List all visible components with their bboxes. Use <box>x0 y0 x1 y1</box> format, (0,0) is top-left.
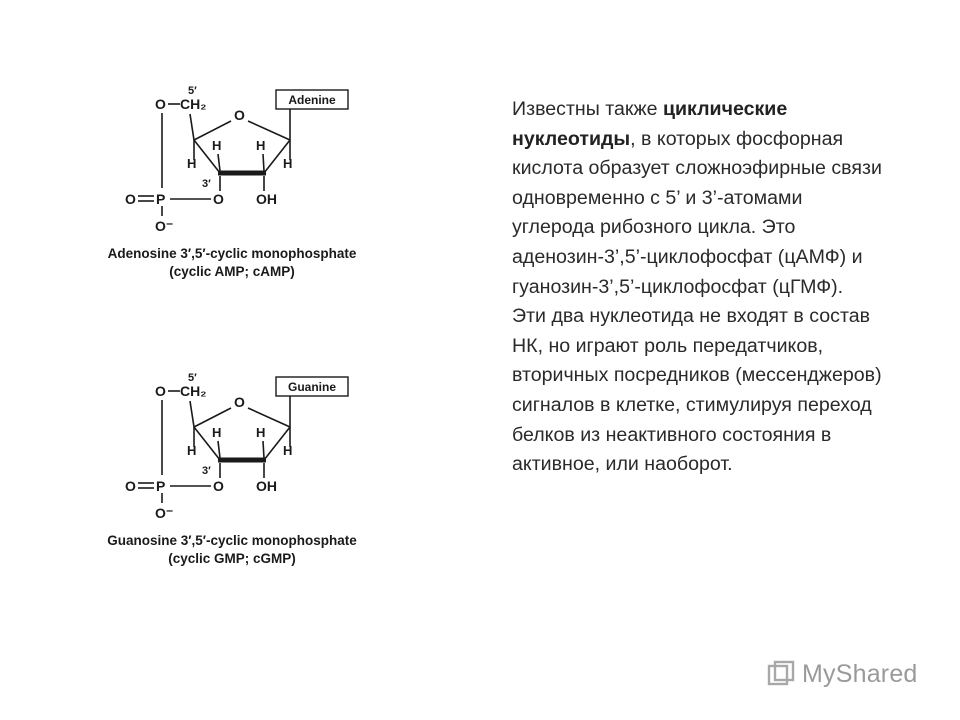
svg-text:OH: OH <box>256 191 277 207</box>
svg-text:H: H <box>283 156 293 171</box>
caption-line-2: (cyclic AMP; cAMP) <box>169 264 295 279</box>
svg-text:H: H <box>256 138 266 153</box>
svg-text:O: O <box>213 478 224 494</box>
base-label: Guanine <box>287 380 337 394</box>
text-part-2: , в которых фосфорная кислота образует сложноэфирные связи одновременно с 5’ и 3’-атомами углерода рибозного цикла. Это аденозин-3’,5’-циклофосфат (цАМФ) и гуанозин-3’,5’-циклофосфат (цГМФ). Эти два нуклеотида не входят в состав НК, но играют роль передатчиков, вторичных посредников (мессенджеров) сигналов в клетке, стимулируя переход белков из неактивного состояния в активное, или наоборот. <box>512 127 882 476</box>
description-text <box>512 95 882 480</box>
svg-text:P: P <box>156 478 166 494</box>
svg-text:O: O <box>125 478 136 494</box>
svg-text:H: H <box>283 443 293 458</box>
atom-ch2: CH₂ <box>180 96 207 112</box>
svg-text:H: H <box>212 425 222 440</box>
svg-text:O⁻: O⁻ <box>155 505 174 521</box>
svg-text:H: H <box>187 443 197 458</box>
myshared-logo-icon <box>766 659 796 689</box>
camp-structure-diagram <box>80 78 420 298</box>
caption-line-1: Adenosine 3′,5′-cyclic monophosphate <box>107 246 357 261</box>
ring-oxygen: O <box>234 107 245 123</box>
text-part-1: Известны также <box>512 98 663 120</box>
cgmp-structure-figure <box>80 365 420 585</box>
svg-text:OH: OH <box>256 478 277 494</box>
cgmp-structure-diagram <box>80 365 420 585</box>
atom-ch2: CH₂ <box>180 383 207 399</box>
svg-text:O⁻: O⁻ <box>155 218 174 234</box>
svg-text:H: H <box>212 138 222 153</box>
caption-line-2: (cyclic GMP; cGMP) <box>168 551 296 566</box>
caption-line-1: Guanosine 3′,5′-cyclic monophosphate <box>107 533 357 548</box>
svg-text:P: P <box>156 191 166 207</box>
ring-oxygen: O <box>234 394 245 410</box>
base-label: Adenine <box>288 93 336 107</box>
svg-text:3′: 3′ <box>202 178 211 190</box>
camp-structure-figure <box>80 78 420 298</box>
svg-text:H: H <box>187 156 197 171</box>
atom-o-top: O <box>155 383 166 399</box>
myshared-watermark[interactable] <box>766 656 918 692</box>
watermark-brand: MyShared <box>802 659 918 688</box>
svg-text:H: H <box>256 425 266 440</box>
text-bold-term: циклические нуклеотиды <box>512 98 788 150</box>
atom-o-top: O <box>155 96 166 112</box>
svg-text:O: O <box>125 191 136 207</box>
svg-text:3′: 3′ <box>202 465 211 477</box>
label-5prime: 5′ <box>188 372 197 384</box>
svg-text:O: O <box>213 191 224 207</box>
label-5prime: 5′ <box>188 85 197 97</box>
